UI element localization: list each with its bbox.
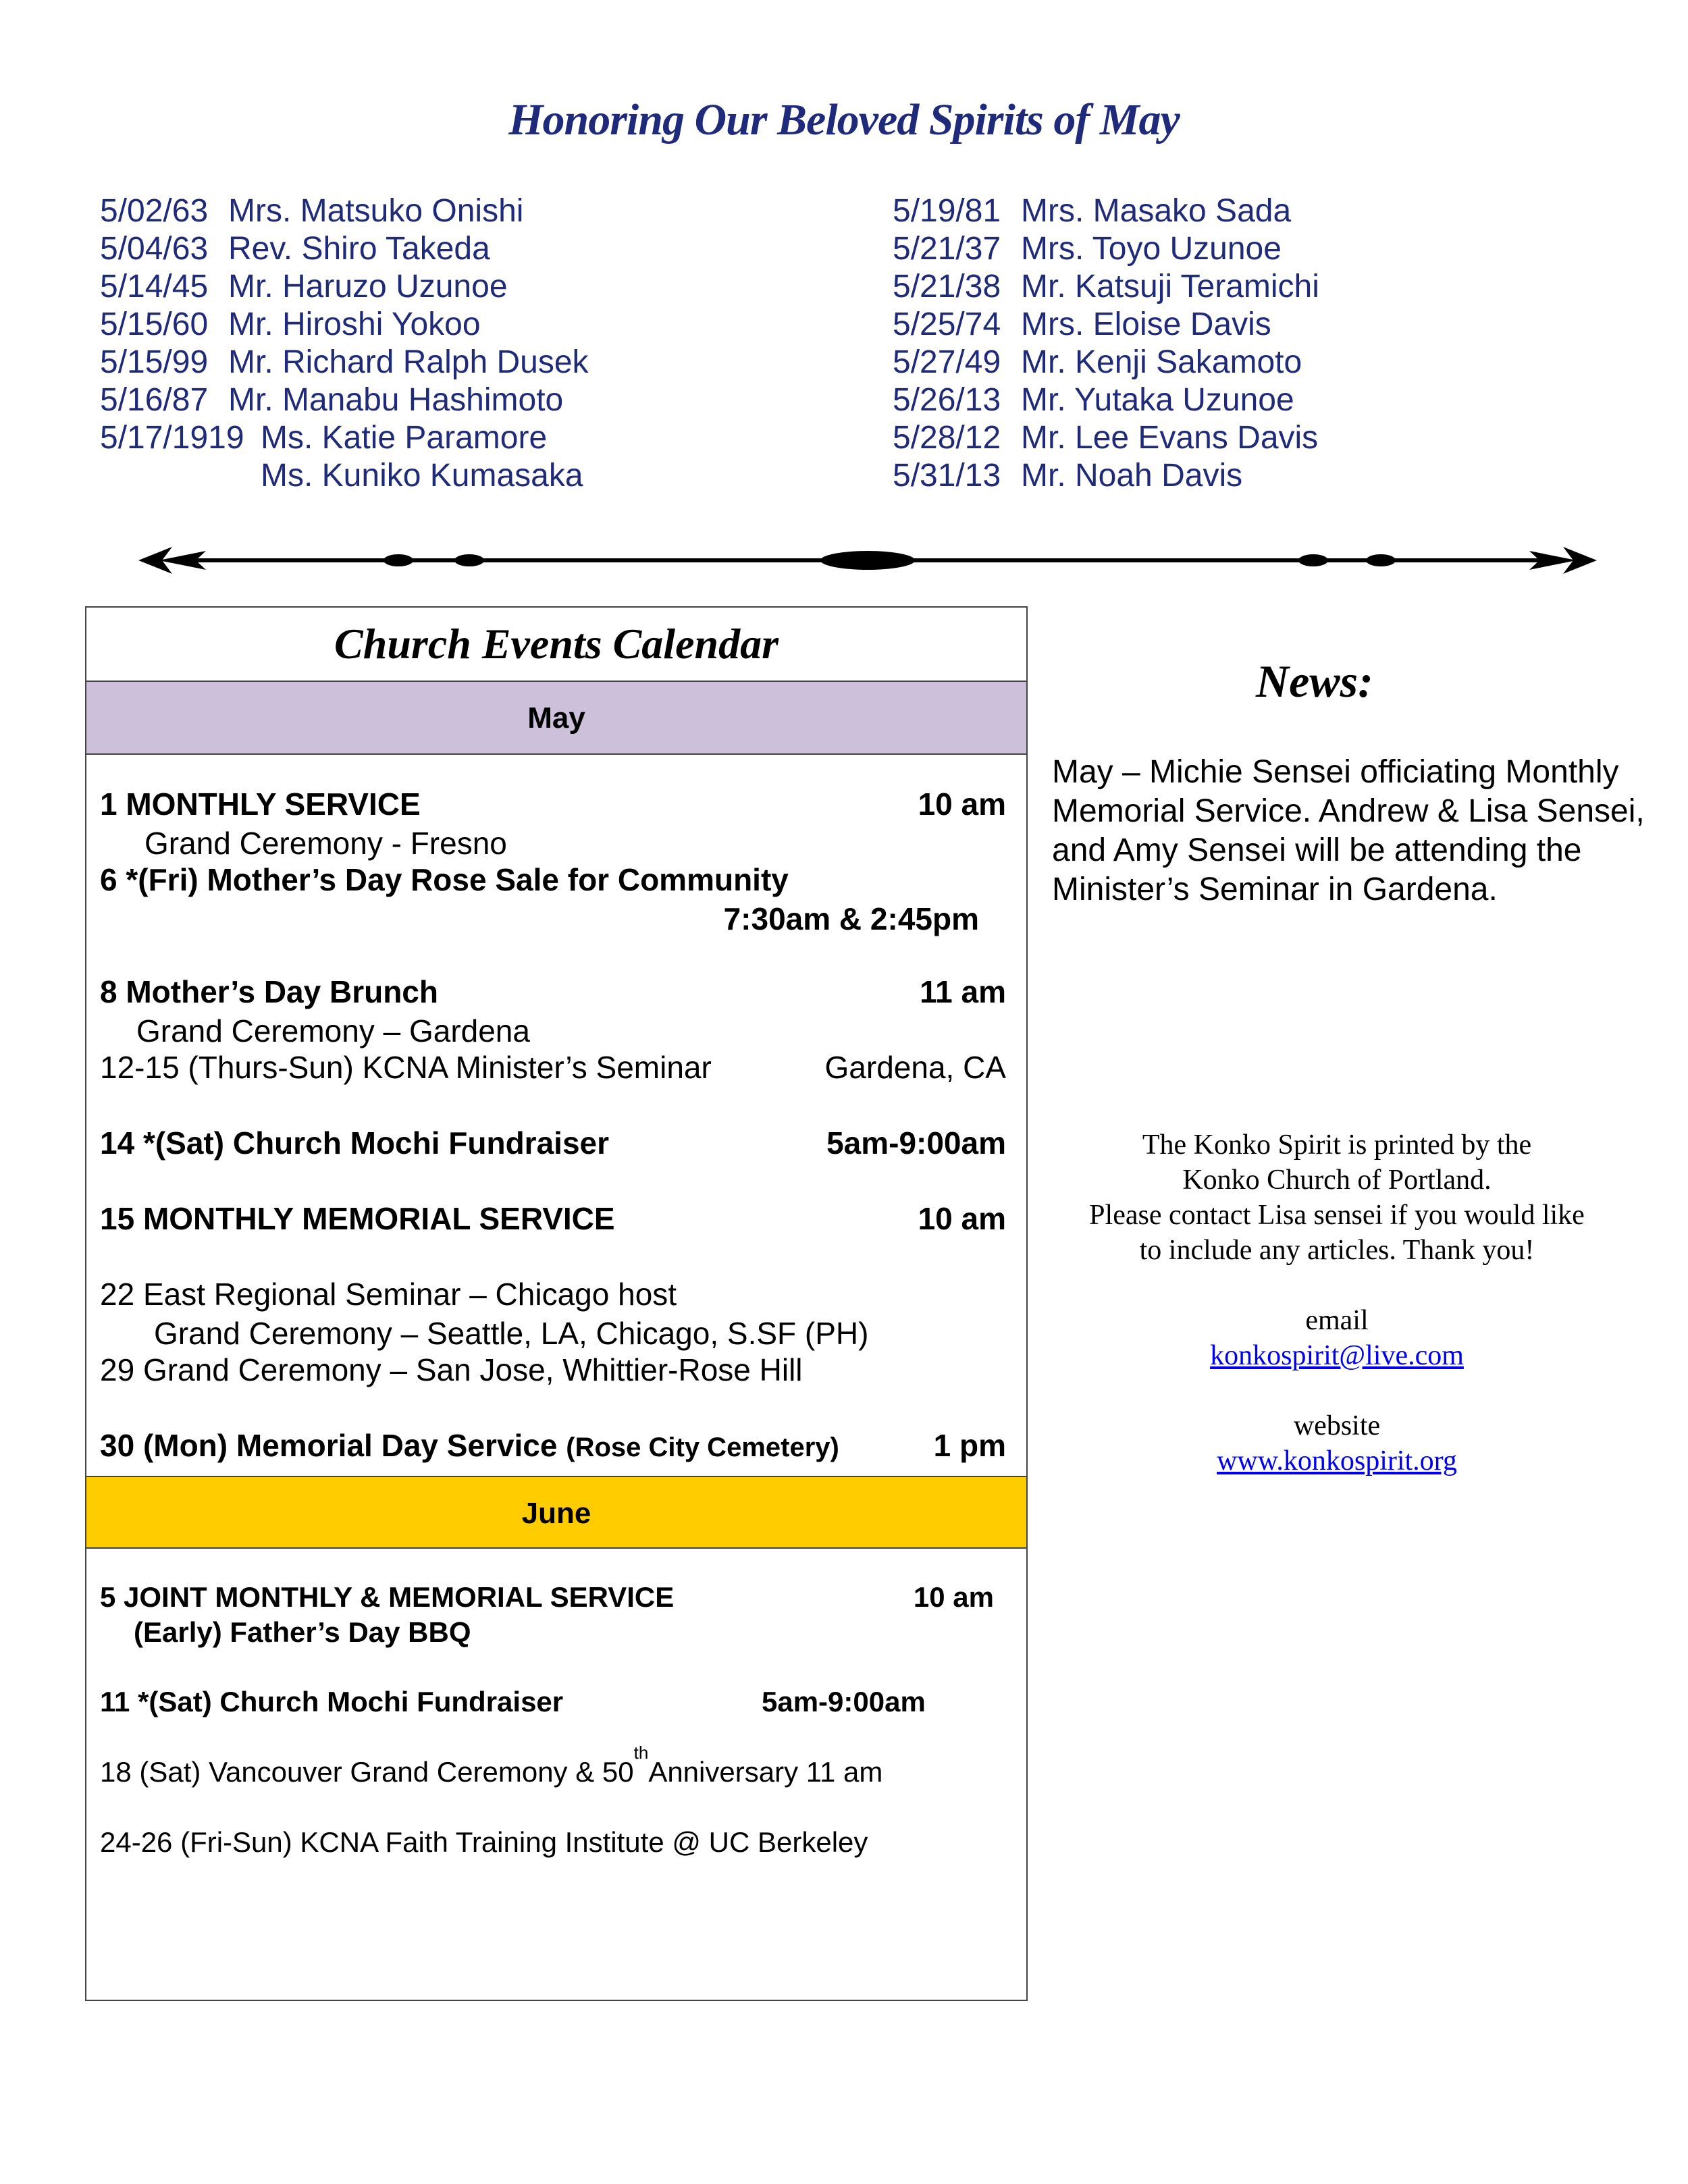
month-header-june: June: [86, 1476, 1026, 1549]
memorial-name: Mr. Yutaka Uzunoe: [1021, 382, 1294, 418]
event-title: 22 East Regional Seminar – Chicago host: [100, 1277, 677, 1312]
event-title: 12-15 (Thurs-Sun) KCNA Minister’s Seminar: [100, 1050, 712, 1085]
event-item: [100, 1682, 1006, 1722]
event-location: (Rose City Cemetery): [566, 1433, 839, 1462]
memorial-name: Ms. Katie Paramore: [261, 420, 548, 456]
note-line: The Konko Spirit is printed by the: [1142, 1129, 1532, 1161]
event-item: [100, 1823, 1006, 1862]
event-item: [100, 784, 1006, 863]
event-item: [100, 1199, 1006, 1238]
memorial-entry: [893, 419, 1319, 457]
note-line: Please contact Lisa sensei if you would like: [1089, 1200, 1585, 1231]
event-detail: Grand Ceremony – Seattle, LA, Chicago, S.SF (PH): [154, 1316, 869, 1351]
event-item: [100, 1275, 1006, 1353]
memorial-entry: [893, 457, 1319, 495]
email-label: email: [1305, 1305, 1369, 1336]
memorial-name: Mr. Haruzo Uzunoe: [228, 269, 508, 304]
memorial-date: 5/31/13: [893, 458, 1001, 494]
memorial-entry: [100, 419, 589, 457]
event-time: 1 pm: [933, 1428, 1006, 1463]
event-item: [100, 972, 1006, 1050]
news-title: News:: [1256, 656, 1373, 707]
events-calendar: [85, 606, 1028, 2001]
website-link[interactable]: www.konkospirit.org: [1217, 1445, 1457, 1476]
memorial-title: Honoring Our Beloved Spirits of May: [508, 95, 1180, 144]
memorial-entry: [100, 457, 589, 495]
memorial-entry: [100, 381, 589, 419]
event-title-end: Anniversary 11 am: [648, 1756, 883, 1788]
event-title: 11 *(Sat) Church Mochi Fundraiser: [100, 1686, 564, 1717]
memorial-entry: [893, 192, 1319, 230]
event-time: 5am-9:00am: [826, 1125, 1006, 1161]
memorial-entry: [100, 192, 589, 230]
note-line: Konko Church of Portland.: [1182, 1165, 1492, 1196]
memorial-list-right: [893, 192, 1319, 495]
memorial-date: 5/15/99: [100, 344, 209, 380]
event-detail: (Early) Father’s Day BBQ: [134, 1616, 471, 1648]
event-time: 10 am: [918, 1201, 1006, 1236]
news-body: May – Michie Sensei officiating Monthly Memorial Service. Andrew & Lisa Sensei, and Amy Sensei will be attending the Minister’s Seminar in Gardena.: [1052, 754, 1645, 907]
memorial-name: Mr. Noah Davis: [1021, 458, 1243, 494]
memorial-entry: [100, 268, 589, 306]
ordinal-suffix: th: [633, 1742, 649, 1763]
event-item: [100, 1426, 1006, 1465]
event-title: 30 (Mon) Memorial Day Service: [100, 1428, 558, 1463]
memorial-list-left: [100, 192, 589, 495]
memorial-name: Mrs. Matsuko Onishi: [228, 193, 524, 229]
event-title: 1 MONTHLY SERVICE: [100, 787, 421, 822]
email-link[interactable]: konkospirit@live.com: [1210, 1340, 1464, 1371]
memorial-date: 5/21/37: [893, 231, 1001, 267]
memorial-name: Mr. Richard Ralph Dusek: [228, 344, 589, 380]
memorial-date: 5/14/45: [100, 269, 209, 304]
memorial-date: 5/25/74: [893, 307, 1001, 342]
event-time: 11 am: [920, 974, 1006, 1009]
event-item: [100, 860, 1006, 938]
event-title: 15 MONTHLY MEMORIAL SERVICE: [100, 1201, 615, 1236]
memorial-entry: [893, 306, 1319, 344]
event-title: 18 (Sat) Vancouver Grand Ceremony & 50: [100, 1756, 634, 1788]
note-line: to include any articles. Thank you!: [1139, 1235, 1535, 1266]
event-title: 5 JOINT MONTHLY & MEMORIAL SERVICE: [100, 1581, 675, 1613]
event-item: [100, 1123, 1006, 1163]
memorial-date: [100, 457, 261, 495]
event-time: 10 am: [918, 787, 1006, 822]
event-title: 14 *(Sat) Church Mochi Fundraiser: [100, 1125, 610, 1161]
memorial-date: 5/26/13: [893, 382, 1001, 418]
calendar-title: Church Events Calendar: [86, 608, 1026, 682]
event-item: [100, 1350, 1006, 1389]
memorial-entry: [100, 344, 589, 381]
event-detail: Grand Ceremony - Fresno: [144, 826, 507, 861]
event-time: 7:30am & 2:45pm: [723, 901, 979, 936]
event-time: 10 am: [913, 1581, 994, 1613]
event-item: [100, 1742, 1006, 1792]
memorial-date: 5/16/87: [100, 382, 209, 418]
memorial-name: Mr. Katsuji Teramichi: [1021, 269, 1319, 304]
event-time: 5am-9:00am: [762, 1686, 926, 1717]
memorial-name: Mr. Manabu Hashimoto: [228, 382, 564, 418]
memorial-entry: [893, 230, 1319, 268]
event-title: 8 Mother’s Day Brunch: [100, 974, 438, 1009]
publication-note: [1040, 1127, 1634, 1479]
event-title: 29 Grand Ceremony – San Jose, Whittier-Rose Hill: [100, 1352, 803, 1387]
memorial-date: 5/17/1919: [100, 420, 244, 456]
memorial-name: Mr. Lee Evans Davis: [1021, 420, 1319, 456]
month-header-may: May: [86, 682, 1026, 755]
website-label: website: [1293, 1410, 1381, 1441]
memorial-name: Mrs. Eloise Davis: [1021, 307, 1271, 342]
event-title: 6 *(Fri) Mother’s Day Rose Sale for Community: [100, 862, 789, 897]
event-location: Gardena, CA: [824, 1050, 1006, 1085]
memorial-date: 5/15/60: [100, 307, 209, 342]
memorial-date: 5/04/63: [100, 231, 209, 267]
memorial-entry: [893, 268, 1319, 306]
memorial-date: 5/27/49: [893, 344, 1001, 380]
event-item: [100, 1048, 1006, 1087]
memorial-entry: [100, 230, 589, 268]
memorial-date: 5/19/81: [893, 193, 1001, 229]
memorial-entry: [893, 381, 1319, 419]
memorial-entry: [100, 306, 589, 344]
event-item: [100, 1580, 1006, 1650]
memorial-name: Mrs. Masako Sada: [1021, 193, 1292, 229]
memorial-date: 5/21/38: [893, 269, 1001, 304]
event-detail: Grand Ceremony – Gardena: [136, 1013, 530, 1048]
memorial-date: 5/28/12: [893, 420, 1001, 456]
memorial-entry: [893, 344, 1319, 381]
memorial-name: Mr. Hiroshi Yokoo: [228, 307, 481, 342]
memorial-name: Mrs. Toyo Uzunoe: [1021, 231, 1282, 267]
event-title: 24-26 (Fri-Sun) KCNA Faith Training Institute @ UC Berkeley: [100, 1826, 868, 1858]
memorial-date: 5/02/63: [100, 193, 209, 229]
memorial-name: Ms. Kuniko Kumasaka: [261, 458, 583, 494]
memorial-name: Mr. Kenji Sakamoto: [1021, 344, 1302, 380]
decorative-divider-icon: [132, 533, 1604, 587]
memorial-name: Rev. Shiro Takeda: [228, 231, 490, 267]
